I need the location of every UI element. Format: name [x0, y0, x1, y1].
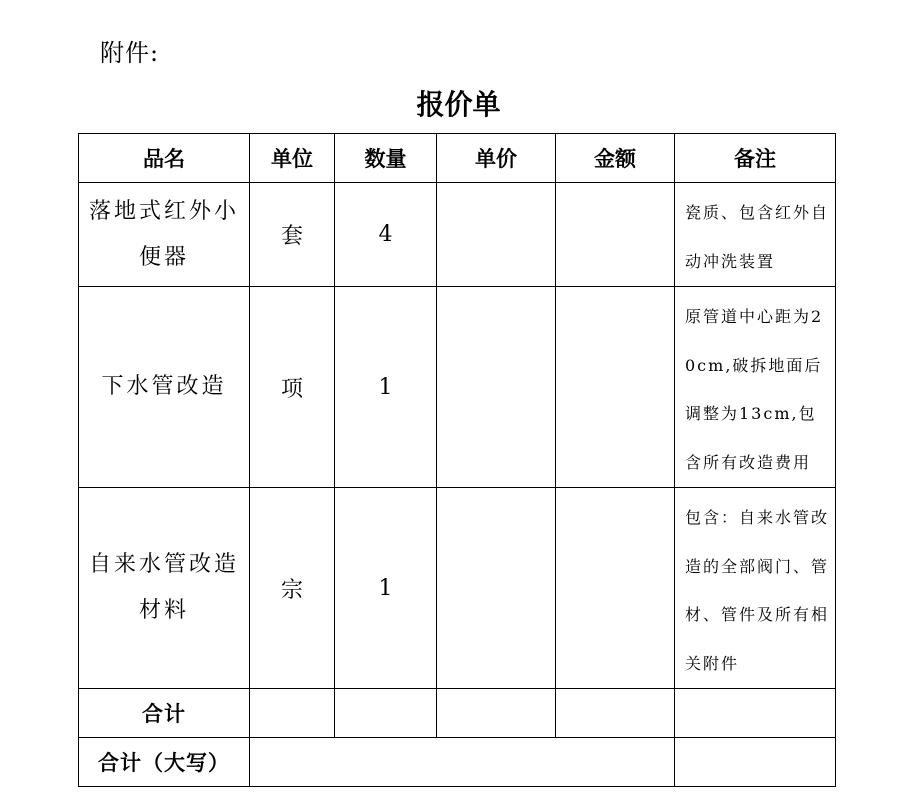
item-amount-cell [556, 287, 675, 488]
item-unit-price-cell [437, 488, 556, 689]
item-quantity-cell: 4 [335, 183, 437, 287]
table-row [79, 183, 836, 287]
total-quantity-cell [335, 689, 437, 738]
total-upper-remark-cell [675, 738, 836, 787]
document-title: 报价单 [416, 88, 501, 121]
item-amount-cell [556, 183, 675, 287]
total-label: 合计 [79, 689, 250, 738]
total-unit-cell [250, 689, 335, 738]
header-unit-price: 单价 [437, 134, 556, 183]
item-name-cell: 落地式红外小便器 [79, 183, 250, 287]
header-amount: 金额 [556, 134, 675, 183]
item-unit-price-cell [437, 287, 556, 488]
total-row [79, 689, 836, 738]
header-name: 品名 [79, 134, 250, 183]
item-unit-cell: 套 [250, 183, 335, 287]
item-unit-price-cell [437, 183, 556, 287]
item-unit-cell: 项 [250, 287, 335, 488]
table-row [79, 488, 836, 689]
item-remark-cell: 瓷质、包含红外自动冲洗装置 [675, 183, 836, 287]
item-quantity-cell: 1 [335, 488, 437, 689]
item-name-cell: 自来水管改造材料 [79, 488, 250, 689]
table-header-row [79, 134, 836, 183]
item-amount-cell [556, 488, 675, 689]
table-row [79, 287, 836, 488]
total-remark-cell [675, 689, 836, 738]
total-unit-price-cell [437, 689, 556, 738]
total-upper-label: 合计（大写） [79, 738, 250, 787]
item-name-cell: 下水管改造 [79, 287, 250, 488]
header-remark: 备注 [675, 134, 836, 183]
total-upper-row [79, 738, 836, 787]
item-unit-cell: 宗 [250, 488, 335, 689]
total-upper-value-cell [250, 738, 675, 787]
header-unit: 单位 [250, 134, 335, 183]
total-amount-cell [556, 689, 675, 738]
attachment-label: 附件: [100, 39, 160, 67]
header-quantity: 数量 [335, 134, 437, 183]
quote-table [78, 133, 836, 787]
item-quantity-cell: 1 [335, 287, 437, 488]
item-remark-cell: 原管道中心距为20cm,破拆地面后调整为13cm,包含所有改造费用 [675, 287, 836, 488]
item-remark-cell: 包含：自来水管改造的全部阀门、管材、管件及所有相关附件 [675, 488, 836, 689]
